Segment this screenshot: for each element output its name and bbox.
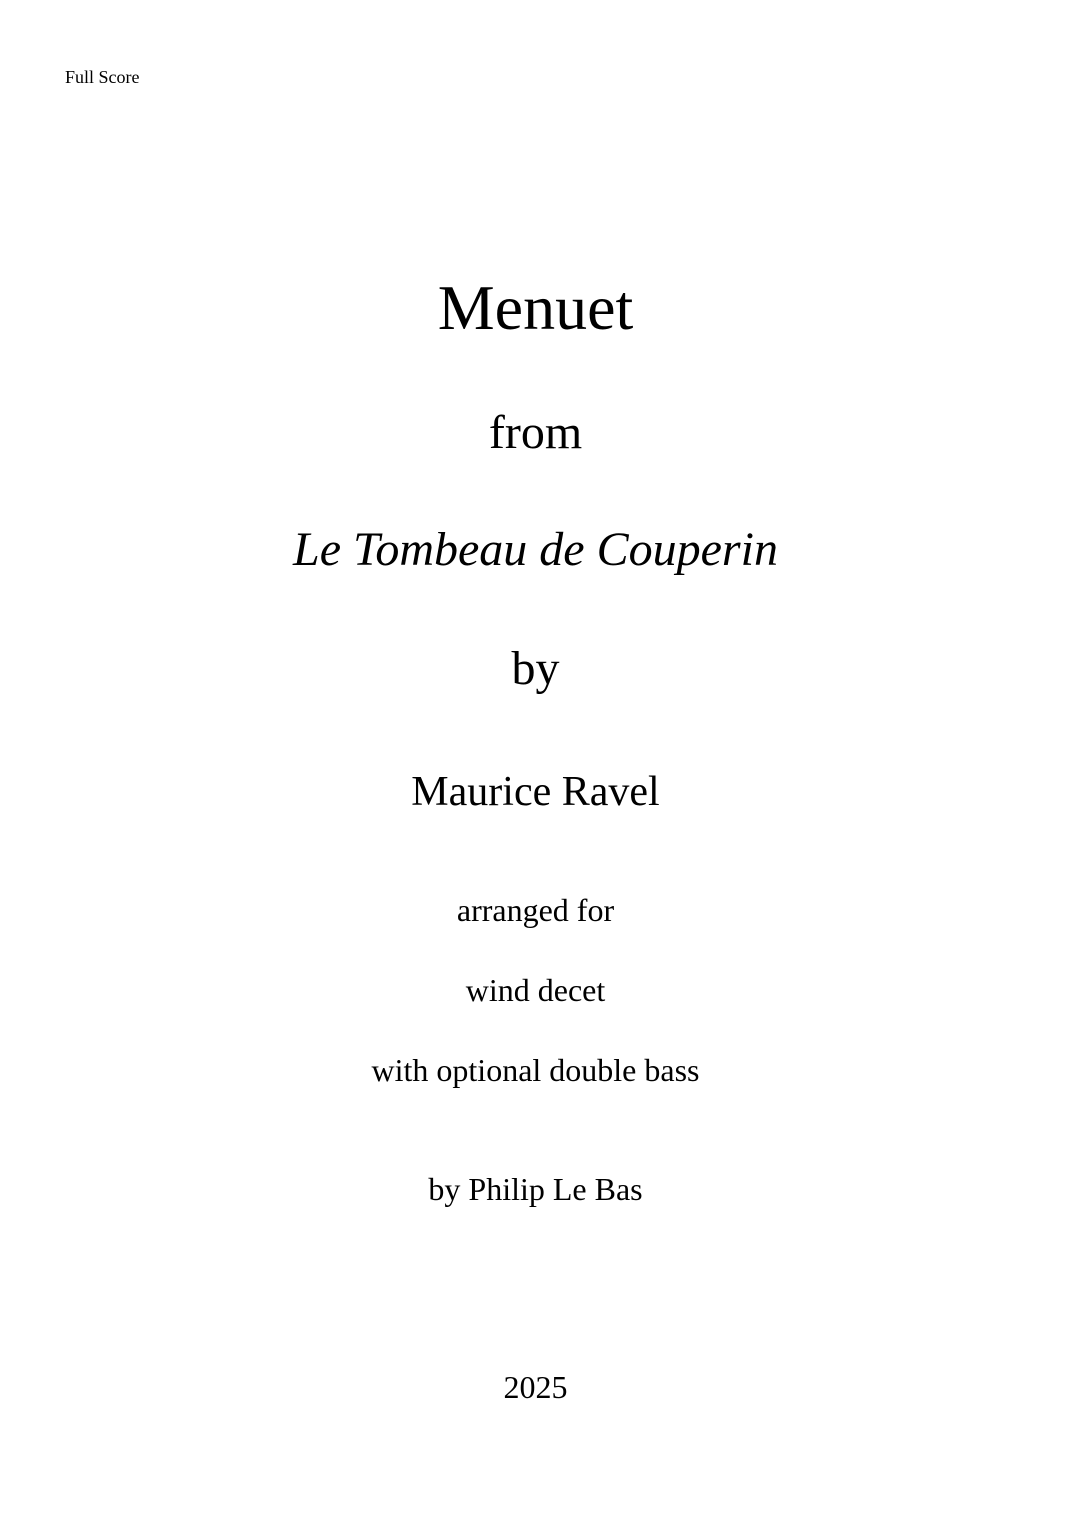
from-text: from: [488, 406, 583, 459]
piece-title: Menuet: [437, 272, 634, 343]
ensemble-text: wind decet: [465, 972, 606, 1008]
work-title: Le Tombeau de Couperin: [293, 523, 778, 576]
composer-name: Maurice Ravel: [411, 769, 660, 815]
year-text: 2025: [503, 1369, 568, 1405]
score-type-label: Full Score: [65, 67, 140, 87]
optional-instrument-text: with optional double bass: [371, 1052, 700, 1088]
arranged-for-text: arranged for: [456, 892, 615, 928]
arranger-credit: by Philip Le Bas: [428, 1171, 643, 1207]
by-text: by: [511, 642, 560, 695]
